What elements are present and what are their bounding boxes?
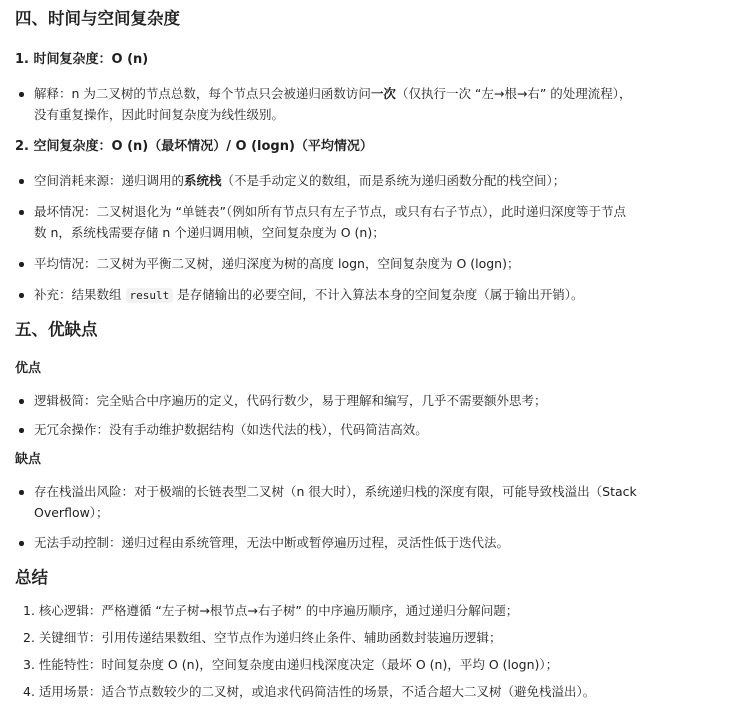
section-5-title: 五、优缺点 bbox=[15, 320, 98, 339]
pros-heading: 优点 bbox=[15, 361, 42, 376]
list-item bbox=[15, 654, 729, 675]
item-number: 3. bbox=[23, 657, 35, 672]
item-label: 解释： bbox=[34, 86, 72, 101]
item-label: 逻辑极简： bbox=[34, 393, 97, 408]
list-item bbox=[15, 681, 729, 702]
summary-list bbox=[15, 600, 729, 702]
item-label: 关键细节： bbox=[38, 630, 102, 645]
list-item bbox=[15, 284, 729, 306]
list-item bbox=[15, 170, 729, 191]
item-text: 递归过程由系统管理，无法中断或暂停遍历过程，灵活性低于迭代法。 bbox=[121, 535, 510, 550]
item-label: 空间消耗来源： bbox=[34, 173, 122, 188]
item-text: （仅执行一次 “左→根→右” 的处理流程）， bbox=[395, 86, 632, 101]
time-complexity-list bbox=[15, 83, 729, 125]
item-text: 严格遵循 “左子树→根节点→右子树” 的中序遍历顺序，通过递归分解问题； bbox=[101, 603, 519, 618]
item-text: 数 n，系统栈需要存储 n 个递归调用帧，空间复杂度为 O (n)； bbox=[34, 225, 385, 240]
item-text: 适合节点数较少的二叉树，或追求代码简洁性的场景，不适合超大二叉树（避免栈溢出）。 bbox=[101, 684, 596, 699]
item-text: 引用传递结果数组、空节点作为递归终止条件、辅助函数封装遍历逻辑； bbox=[101, 630, 502, 645]
cons-heading: 缺点 bbox=[15, 452, 42, 467]
list-item bbox=[15, 419, 729, 440]
item-text: 完全贴合中序遍历的定义，代码行数少，易于理解和编写，几乎不需要额外思考； bbox=[96, 393, 547, 408]
item-label: 补充： bbox=[34, 287, 72, 302]
item-text: 对于极端的长链表型二叉树（n 很大时），系统递归栈的深度有限，可能导致栈溢出（Stack bbox=[134, 484, 637, 499]
list-item bbox=[15, 253, 729, 274]
list-item bbox=[15, 627, 729, 648]
time-complexity-heading: 1. 时间复杂度：O (n) bbox=[15, 52, 149, 67]
item-text: 是存储输出的必要空间，不计入算法本身的空间复杂度（属于输出开销）。 bbox=[173, 287, 584, 302]
item-text: 没有手动维护数据结构（如迭代法的栈），代码简洁高效。 bbox=[109, 422, 428, 437]
item-label: 无法手动控制： bbox=[34, 535, 122, 550]
item-number: 4. bbox=[23, 684, 35, 699]
item-text: 没有重复操作，因此时间复杂度为线性级别。 bbox=[34, 107, 285, 122]
item-label: 平均情况： bbox=[34, 256, 97, 271]
item-label: 核心逻辑： bbox=[38, 603, 102, 618]
list-item bbox=[15, 201, 729, 243]
item-text: （不是手动定义的数组，而是系统为递归函数分配的栈空间）； bbox=[221, 173, 566, 188]
item-text: 递归调用的 bbox=[121, 173, 185, 188]
space-complexity-list bbox=[15, 170, 729, 306]
item-text: 时间复杂度 O (n)，空间复杂度由递归栈深度决定（最坏 O (n)，平均 O (logn)）； bbox=[101, 657, 559, 672]
inline-code: result bbox=[126, 288, 174, 303]
section-4-title: 四、时间与空间复杂度 bbox=[15, 9, 180, 28]
item-label: 存在栈溢出风险： bbox=[34, 484, 135, 499]
item-label: 最坏情况： bbox=[34, 204, 97, 219]
item-bold-text: 一次 bbox=[370, 86, 396, 101]
item-text: 二叉树为平衡二叉树，递归深度为树的高度 logn，空间复杂度为 O (logn)； bbox=[96, 256, 520, 271]
pros-list bbox=[15, 390, 729, 440]
item-text: 结果数组 bbox=[71, 287, 126, 302]
item-text: n 为二叉树的节点总数，每个节点只会被递归函数访问 bbox=[71, 86, 371, 101]
list-item bbox=[15, 600, 729, 621]
item-number: 2. bbox=[23, 630, 35, 645]
item-text: 二叉树退化为 “单链表”（例如所有节点只有左子节点，或只有右子节点），此时递归深度等于节点 bbox=[96, 204, 626, 219]
list-item bbox=[15, 390, 729, 411]
list-item bbox=[15, 83, 729, 125]
item-bold-text: 系统栈 bbox=[184, 173, 222, 188]
item-label: 适用场景： bbox=[38, 684, 102, 699]
cons-list bbox=[15, 481, 729, 553]
summary-title: 总结 bbox=[15, 568, 48, 587]
space-complexity-heading: 2. 空间复杂度：O (n)（最坏情况）/ O (logn)（平均情况） bbox=[15, 139, 373, 154]
list-item bbox=[15, 532, 729, 553]
item-label: 性能特性： bbox=[38, 657, 102, 672]
list-item bbox=[15, 481, 729, 523]
item-number: 1. bbox=[23, 603, 35, 618]
item-text: Overflow）； bbox=[34, 505, 109, 520]
item-label: 无冗余操作： bbox=[34, 422, 110, 437]
